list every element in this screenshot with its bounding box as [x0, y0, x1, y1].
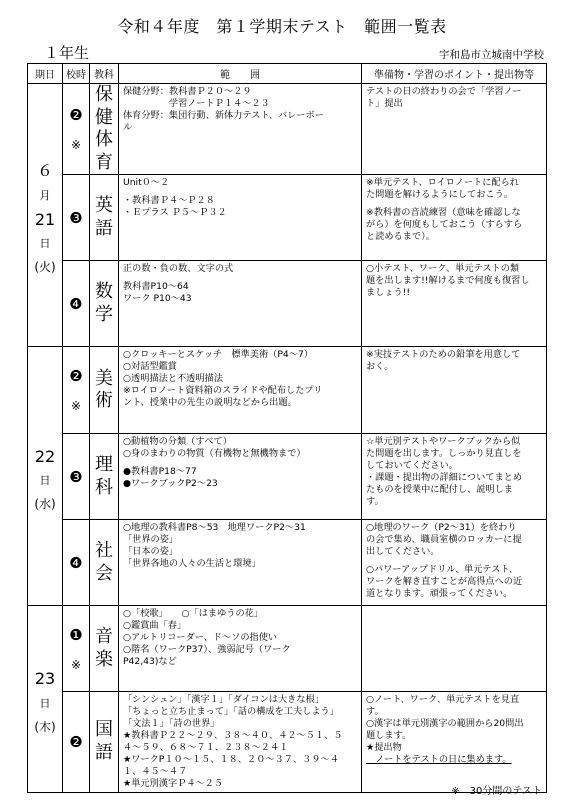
grade-label: １年生: [44, 44, 90, 62]
header-period: 校時: [63, 64, 90, 84]
subject-char: 美: [95, 367, 113, 389]
range-line: Unit０～２: [123, 177, 170, 188]
day-label: 日: [39, 696, 51, 710]
notes-cell: [362, 84, 547, 175]
range-line: 「世界の姿」: [123, 533, 179, 545]
period-cell: [63, 84, 90, 175]
period-number: ❹: [69, 294, 83, 313]
range-line: ○階名（ワークP37）、強弱記号（ワーク: [123, 643, 291, 655]
table-row: [28, 434, 547, 520]
notes-line: たものを授業中に配付し、説明しま: [366, 483, 513, 495]
subject-char: 体: [95, 129, 113, 150]
period-number: ❷: [69, 367, 83, 385]
subject-char: 国: [95, 719, 113, 741]
subject-char: 保: [95, 84, 113, 105]
thirty-minute-mark: ※: [70, 138, 82, 152]
range-line: ル: [123, 121, 133, 133]
range-cell: [119, 261, 362, 347]
month-number: ６: [36, 161, 53, 181]
range-line: ○動植物の分類（すべて）: [123, 436, 232, 447]
range-line: １、４５～４７: [123, 765, 188, 777]
notes-line: た問題を出します。しっかり見直しを: [366, 447, 522, 459]
period-cell: [63, 520, 90, 606]
period-number: ❸: [69, 467, 83, 486]
period-number: ❹: [69, 553, 83, 572]
footer-note: ※ 30分間のテスト: [451, 786, 542, 797]
notes-line: しておいてください。: [366, 459, 458, 471]
range-line: ○「校歌」 ○「はまゆうの花」: [123, 608, 264, 619]
thirty-minute-mark: ※: [70, 399, 82, 413]
table-row: [28, 84, 547, 175]
range-line: ・Ｅプラス Ｐ５～Ｐ３２: [123, 206, 227, 218]
notes-line: ○地理のワーク（P2～31）を終わり: [366, 522, 517, 533]
table-row: [28, 692, 547, 793]
notes-line: 道となります。頑張ってください。: [366, 587, 513, 599]
subject-char: 術: [95, 390, 113, 411]
subject-cell: [90, 520, 119, 606]
subject-cell: [90, 434, 119, 520]
range-line: ○鑑賞曲「春」: [123, 619, 187, 631]
period-number: ❷: [69, 106, 83, 124]
range-line: ○身のまわりの物質（有機物と無機物まで）: [123, 447, 306, 459]
table-row: [28, 347, 547, 434]
period-number: ❷: [69, 732, 83, 751]
range-line: ○クロッキーとスケッチ 標準美術（P4～7）: [123, 349, 313, 360]
period-cell: [63, 434, 90, 520]
range-line: 「文法１」「詩の世界」: [123, 717, 220, 729]
range-line: ★ワークP１０～１５、１８、２０～３７、３９～４: [123, 753, 339, 765]
subject-char: 語: [95, 217, 113, 239]
range-line: 「シンシュン」「漢字１」「ダイコンは大きな根」: [123, 694, 324, 705]
header-row: [28, 64, 547, 84]
day-label: 日: [39, 473, 51, 487]
notes-cell: [362, 261, 547, 347]
page-title: 令和４年度 第１学期末テスト 範囲一覧表: [117, 17, 447, 36]
range-line: 「世界各地の人々の生活と環境」: [123, 557, 261, 569]
table-row: [28, 261, 547, 347]
date-cell: [28, 347, 63, 606]
subject-cell: [90, 261, 119, 347]
header-notes: 準備物・学習のポイント・提出物等: [362, 64, 547, 84]
range-line: 「日本の姿」: [123, 545, 179, 557]
notes-line: ※単元テスト、ロイロノートに配られ: [366, 177, 519, 188]
subject-cell: [90, 606, 119, 692]
weekday-label: (火): [34, 260, 56, 275]
notes-line: の会で集め、職員室横のロッカーに提: [366, 533, 522, 545]
schedule-table: [27, 63, 547, 793]
notes-line: 出してください。: [366, 545, 440, 557]
subject-char: 育: [95, 151, 113, 173]
notes-line: ましょう!!: [366, 286, 411, 298]
weekday-label: (水): [34, 496, 56, 511]
school-name: 宇和島市立城南中学校: [439, 49, 544, 61]
period-cell: [63, 261, 90, 347]
notes-line: がら）を何度もしておこう（すらすら: [366, 218, 523, 230]
range-line: ●教科書P18～77: [123, 465, 197, 477]
subject-cell: [90, 84, 119, 175]
range-cell: [119, 175, 362, 261]
notes-cell: [362, 606, 547, 692]
date-cell: [28, 84, 63, 347]
table-row: [28, 175, 547, 261]
subject-char: 科: [95, 476, 113, 498]
header-range: 範 囲: [119, 64, 362, 84]
notes-line: ○ノート、ワーク、単元テストを見直: [366, 694, 520, 705]
notes-line: ※教科書の音読練習（意味を確認しな: [366, 206, 521, 218]
notes-line: す。: [366, 495, 384, 507]
period-cell: [63, 175, 90, 261]
notes-cell: [362, 520, 547, 606]
range-line: ・教科書Ｐ４～Ｐ２８: [123, 194, 215, 206]
subject-cell: [90, 347, 119, 434]
range-line: ※ロイロノート資料箱のスライドや配布したプリ: [123, 384, 323, 396]
month-label: 月: [39, 188, 51, 202]
range-line: P42,43)など: [123, 655, 177, 667]
range-line: 保健分野：教科書Ｐ２０～２９: [123, 86, 252, 97]
range-line: ○地理の教科書P8～53 地理ワークP2～31: [123, 522, 306, 533]
notes-line: ○漢字は単元別漢字の範囲から20問出: [366, 717, 524, 729]
subject-char: 英: [95, 195, 113, 216]
range-line: ４～５９、６８～７１、２３８～２４１: [123, 741, 289, 753]
table-row: [28, 520, 547, 606]
range-line: ント、授業中の先生の説明などから出題。: [123, 396, 297, 408]
range-cell: [119, 84, 362, 175]
subject-char: 理: [95, 454, 113, 475]
range-cell: [119, 434, 362, 520]
subject-char: 学: [95, 303, 113, 325]
range-line: 学習ノートＰ１４～２３: [123, 97, 270, 109]
weekday-label: (木): [34, 719, 56, 734]
header-subject: 教科: [90, 64, 119, 84]
notes-line: テストの日の終わりの会で「学習ノー: [366, 86, 522, 97]
period-number: ❶: [69, 625, 83, 644]
date-cell: [28, 606, 63, 793]
range-line: 正の数・負の数、文字の式: [123, 263, 234, 274]
range-line: 「ちょっと立ち止まって」「話の構成を工夫しよう」: [123, 705, 339, 717]
range-line: ○アルトリコーダー、ド～ソの指使い: [123, 631, 278, 643]
notes-line: た問題を解けるようにしておこう。: [366, 188, 513, 200]
day-number: 21: [34, 209, 56, 229]
range-cell: [119, 520, 362, 606]
range-line: 体育分野：集団行動、新体力テスト、バレーボー: [123, 109, 324, 121]
period-number: ❸: [69, 208, 83, 227]
range-line: ○透明描法と不透明描法: [123, 372, 223, 384]
notes-cell: [362, 434, 547, 520]
notes-line: ○小テスト、ワーク、単元テストの類: [366, 263, 520, 274]
subject-cell: [90, 175, 119, 261]
range-line: ワーク P10～43: [123, 292, 192, 304]
subject-char: 健: [95, 106, 113, 128]
notes-line: と読めるまで）。: [366, 230, 435, 242]
subject-char: 社: [95, 540, 113, 561]
notes-line: おく。: [366, 360, 394, 372]
notes-cell: [362, 175, 547, 261]
day-label: 日: [39, 236, 51, 250]
subject-char: 数: [95, 281, 113, 302]
subject-cell: [90, 692, 119, 793]
notes-line: 題します。: [366, 729, 412, 741]
subject-char: 会: [95, 562, 113, 584]
header-date: 期日: [28, 64, 63, 84]
notes-line: ワークを解き直すことが高得点への近: [366, 575, 523, 587]
notes-cell: [362, 692, 547, 793]
subject-char: 音: [95, 626, 113, 647]
notes-cell: [362, 347, 547, 434]
range-cell: [119, 606, 362, 692]
subject-char: 語: [95, 741, 113, 763]
range-line: ★教科書Ｐ２２～２９、３８～４０、４２～５１、５: [123, 729, 343, 741]
range-cell: [119, 347, 362, 434]
notes-line: ★提出物: [366, 741, 402, 753]
notes-line: 題を出します!!解けるまで何度も復習し: [366, 274, 530, 286]
period-cell: [63, 692, 90, 793]
notes-line: ※実技テストのための鉛筆を用意して: [366, 349, 521, 360]
notes-line: ト」提出: [366, 97, 403, 109]
day-number: 23: [34, 669, 56, 689]
period-cell: [63, 606, 90, 692]
period-cell: [63, 347, 90, 434]
thirty-minute-mark: ※: [70, 657, 82, 672]
range-cell: [119, 692, 362, 793]
range-line: ○対話型鑑賞: [123, 360, 177, 372]
subject-char: 楽: [95, 648, 113, 670]
notes-line: ・課題・提出物の詳細についてまとめ: [366, 471, 523, 483]
notes-line: す。: [366, 705, 384, 717]
notes-line: ノートをテストの日に集めます。: [366, 753, 512, 765]
day-number: 22: [34, 446, 56, 466]
range-line: 教科書P10～64: [123, 280, 189, 292]
range-line: ●ワークブックP2～23: [123, 477, 218, 489]
range-line: ★単元別漢字Ｐ４～２５: [123, 777, 224, 789]
table-row: [28, 606, 547, 692]
notes-line: ○パワーアップドリル、単元テスト、: [366, 563, 518, 575]
notes-line: ☆単元別テストやワークブックから似: [366, 436, 521, 447]
